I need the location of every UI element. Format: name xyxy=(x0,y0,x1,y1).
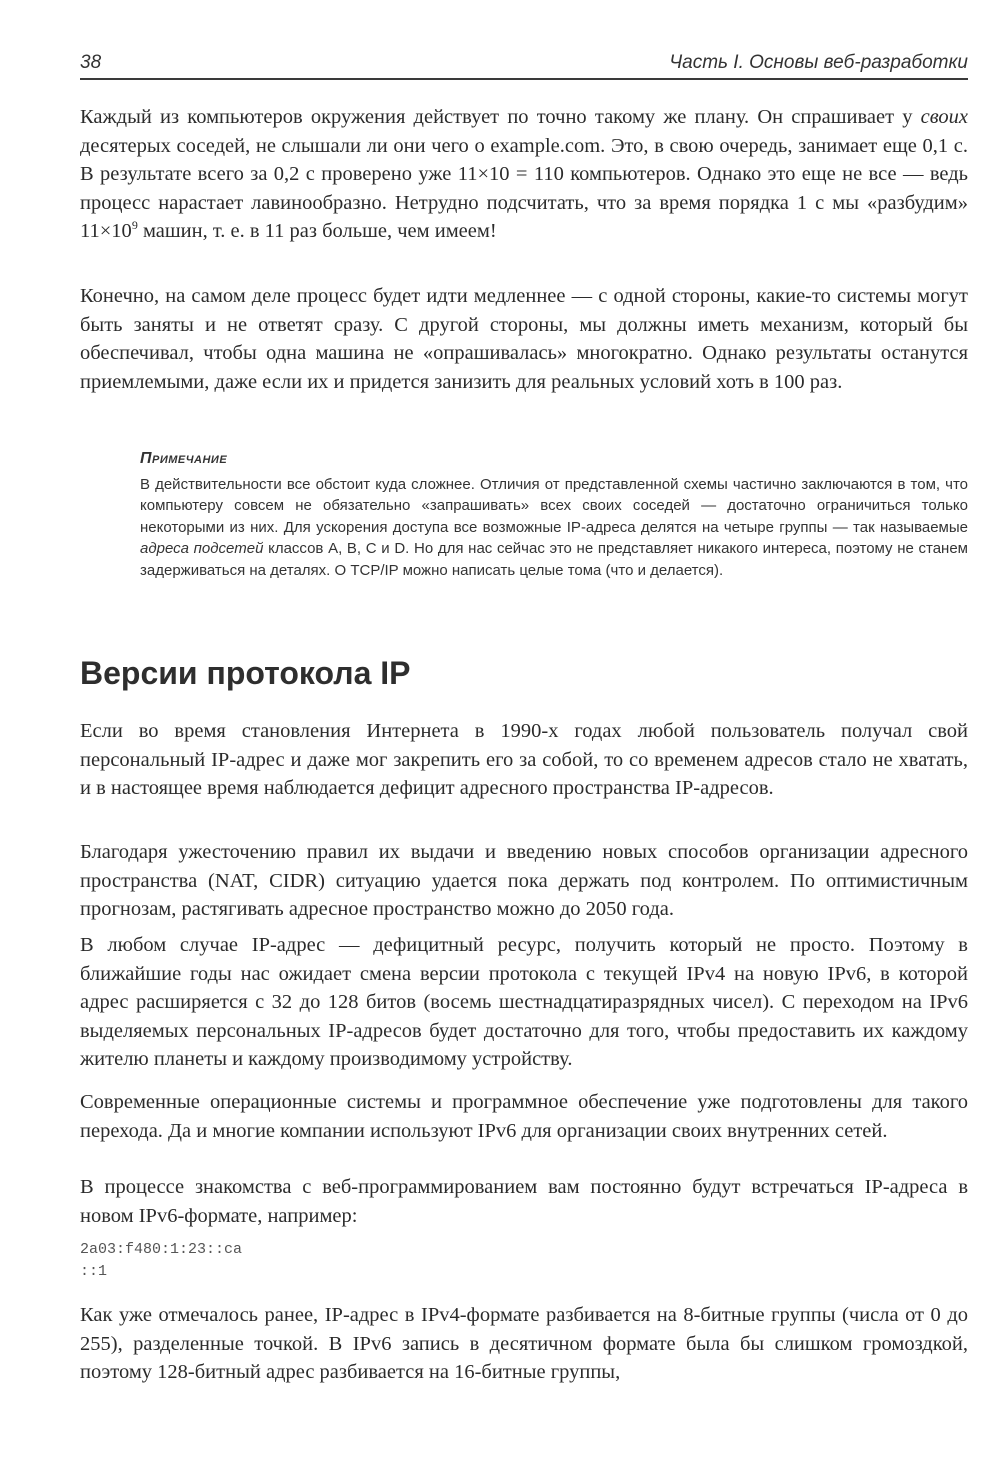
superscript: 9 xyxy=(131,218,138,233)
emphasis: своих xyxy=(920,106,968,128)
section-paragraph-5: В процессе знакомства с веб-программированием вам постоянно будут встречаться IP-адреса в новом IPv6-формате, например: xyxy=(80,1176,968,1227)
section-paragraph-1: Если во время становления Интернета в 1990-х годах любой пользователь получал свой персональный IP-адрес и даже мог закрепить его за собой, то со временем адресов стало не хватать, и в настоящее время наблюдается дефицит адресного пространства IP-адресов. xyxy=(80,720,968,800)
paragraph-2: Конечно, на самом деле процесс будет идти медленнее — с одной стороны, какие-то системы могут быть заняты и не ответят сразу. С другой стороны, мы должны иметь механизм, который бы обеспечивал, чтобы одна машина не «опрашивалась» многократно. Однако результаты останутся приемлемыми, даже если их и придется занизить для реальных условий хоть в 100 раз. xyxy=(80,285,968,393)
section-paragraph-4: Современные операционные системы и программное обеспечение уже подготовлены для такого перехода. Да и многие компании используют IPv6 для организации своих внутренних сетей. xyxy=(80,1091,968,1142)
code-line: 2a03:f480:1:23::ca xyxy=(80,1241,243,1258)
note-title: Примечание xyxy=(140,450,228,467)
note-text: В действительности все обстоит куда сложнее. Отличия от представленной схемы частично заключаются в том, что компьютеру совсем не обязательно «запрашивать» всех своих соседей — достаточно ограничиться только некоторыми из них. Для ускорения доступа все возможные IP-адреса делятся на четыре группы — так называемые адреса подсетей классов A, B, C и D. Но для нас сейчас это не представляет никакого интереса, поэтому не станем задерживаться на деталях. О TCP/IP можно написать целые тома (что и делается). xyxy=(140,476,968,579)
code-line: ::1 xyxy=(80,1263,108,1280)
note-block xyxy=(140,450,968,581)
running-header xyxy=(80,52,968,80)
page-number: 38 xyxy=(80,52,102,73)
paragraph-1: Каждый из компьютеров окружения действует по точно такому же плану. Он спрашивает у своих десятерых соседей, не слышали ли они чего о example.com. Это, в свою очередь, занимает еще 0,1 с. В результате всего за 0,2 с проверено уже 11×10 = 110 компьютеров. Однако это еще не все — ведь процесс нарастает лавинообразно. Нетрудно подсчитать, что за время порядка 1 с мы «разбудим» $11\times 10^9$ машин, т. е. в 11 раз больше, чем имеем! xyxy=(80,106,968,243)
part-title: Часть I. Основы веб-разработки xyxy=(669,52,968,73)
section-heading: Версии протокола IP xyxy=(80,655,411,691)
code-example xyxy=(80,1239,242,1283)
section-paragraph-3: В любом случае IP-адрес — дефицитный ресурс, получить который не просто. Поэтому в ближайшие годы нас ожидает смена версии протокола с текущей IPv4 на новую IPv6, в которой адрес расширяется с 32 до 128 битов (восемь шестнадцатиразрядных чисел). С переходом на IPv6 выделяемых персональных IP-адресов будет достаточно для того, чтобы предоставить их каждому жителю планеты и каждому производимому устройству. xyxy=(80,934,968,1071)
section-paragraph-2: Благодаря ужесточению правил их выдачи и введению новых способов организации адресного пространства (NAT, CIDR) ситуацию удается пока держать под контролем. По оптимистичным прогнозам, растягивать адресное пространство можно до 2050 года. xyxy=(80,841,968,921)
section-paragraph-6: Как уже отмечалось ранее, IP-адрес в IPv4-формате разбивается на 8-битные группы (числа от 0 до 255), разделенные точкой. В IPv6 запись в десятичном формате была бы слишком громоздкой, поэтому 128-битный адрес разбивается на 16-битные группы, xyxy=(80,1304,968,1384)
emphasis: адреса подсетей xyxy=(140,540,264,558)
